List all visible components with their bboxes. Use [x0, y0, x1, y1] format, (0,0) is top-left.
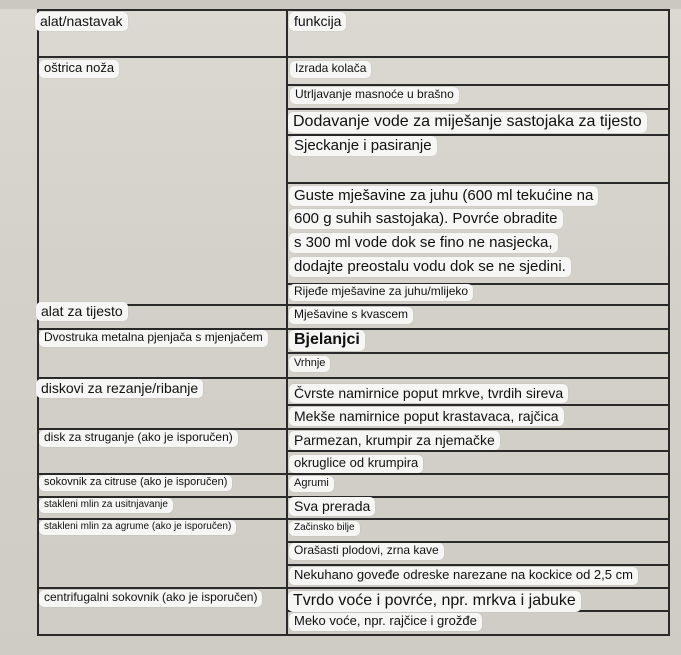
function-text: Agrumi: [289, 476, 334, 492]
tool-label: oštrica noža: [39, 60, 119, 78]
function-text: 600 g suhih sastojaka). Povrće obradite: [289, 209, 563, 229]
function-text: Utrljavanje masnoće u brašno: [290, 87, 459, 104]
page-top-edge: [0, 0, 681, 9]
function-text: dodajte preostalu vodu dok se ne sjedini.: [289, 257, 571, 277]
function-text: Sjeckanje i pasiranje: [289, 136, 437, 156]
function-text: Mekše namirnice poput krastavaca, rajčica: [289, 407, 564, 426]
header-function: funkcija: [289, 12, 346, 31]
subrow-divider: [286, 182, 670, 184]
row-divider: [37, 304, 670, 306]
tool-label: sokovnik za citruse (ako je isporučen): [39, 475, 232, 491]
subrow-divider: [286, 108, 670, 110]
subrow-divider: [286, 352, 670, 354]
function-text: Dodavanje vode za miješanje sastojaka za tijesto: [288, 112, 647, 133]
function-text: Izrada kolača: [290, 61, 371, 78]
row-divider: [37, 9, 670, 11]
function-text: Sva prerada: [289, 497, 375, 516]
function-text: Rijeđe mješavine za juhu/mlijeko: [289, 284, 473, 301]
tool-label: disk za struganje (ako je isporučen): [39, 430, 238, 447]
function-text: Nekuhano goveđe odreske narezane na kockice od 2,5 cm: [289, 567, 638, 585]
tool-label: stakleni mlin za usitnjavanje: [39, 498, 173, 513]
function-text: Čvrste namirnice poput mrkve, tvrdih sireva: [289, 384, 568, 403]
table-bottom-border: [37, 634, 670, 636]
tool-label: stakleni mlin za agrume (ako je isporučen): [39, 520, 236, 535]
function-text: Parmezan, krumpir za njemačke: [289, 431, 500, 450]
header-tool: alat/nastavak: [35, 12, 128, 31]
function-text: Tvrdo voće i povrće, npr. mrkva i jabuke: [288, 591, 581, 612]
subrow-divider: [286, 404, 670, 406]
function-text: Vrhnje: [289, 356, 330, 372]
subrow-divider: [286, 564, 670, 566]
subrow-divider: [286, 84, 670, 86]
subrow-divider: [286, 450, 670, 452]
table-left-border: [37, 9, 39, 635]
tool-label: Dvostruka metalna pjenjača s mjenjačem: [39, 330, 268, 347]
function-text: s 300 ml vode dok se fino ne nasjecka,: [289, 233, 558, 253]
tool-label: diskovi za rezanje/ribanje: [36, 379, 203, 398]
tool-label: alat za tijesto: [36, 302, 128, 321]
row-divider: [37, 56, 670, 58]
function-text: Začinsko bilje: [289, 521, 360, 536]
function-text: Bjelanjci: [289, 330, 365, 351]
function-text: okruglice od krumpira: [289, 455, 423, 473]
function-text: Meko voće, npr. rajčice i grožđe: [289, 613, 482, 631]
function-text: Orašasti plodovi, zrna kave: [289, 543, 444, 560]
row-divider: [37, 587, 670, 589]
function-text: Mješavine s kvascem: [289, 307, 413, 324]
tool-label: centrifugalni sokovnik (ako je isporučen): [39, 590, 262, 607]
function-text: Guste mješavine za juhu (600 ml tekućine na: [289, 186, 598, 206]
